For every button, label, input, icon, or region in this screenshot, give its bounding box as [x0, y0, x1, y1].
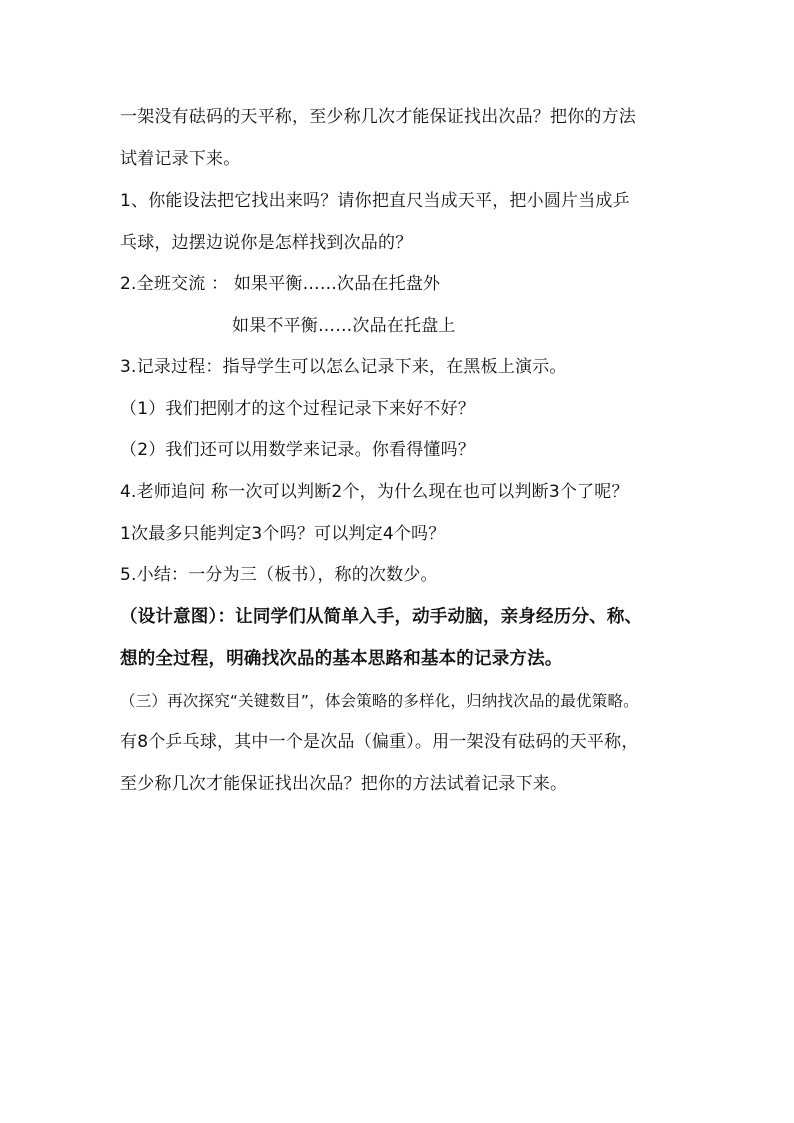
text-line-2: 试着记录下来。	[120, 149, 241, 169]
design-intent-line-2: 想的全过程，明确找次品的基本思路和基本的记录方法。	[120, 649, 563, 669]
text-line-15: （三）再次探究“关键数目”，体会策略的多样化，归纳找次品的最优策略。	[120, 692, 639, 710]
text-line-4: 乓球，边摆边说你是怎样找到次品的？	[120, 233, 413, 253]
text-line-5: 2.全班交流 ： 如果平衡……次品在托盘外	[120, 274, 441, 294]
text-line-17: 至少称几次才能保证找出次品？把你的方法试着记录下来。	[120, 774, 568, 794]
text-line-6: 如果不平衡……次品在托盘上	[232, 316, 456, 336]
text-line-12: 5.小结：一分为三（板书），称的次数少。	[120, 565, 438, 585]
text-line-16: 有8个乒乓球，其中一个是次品（偏重）。用一架没有砝码的天平称，	[120, 732, 639, 752]
design-intent-line-1: （设计意图）：让同学们从简单入手，动手动脑，亲身经历分、称、	[120, 607, 643, 627]
text-line-10: 4.老师追问 称一次可以判断2个，为什么现在也可以判断3个了呢？	[120, 482, 629, 502]
text-line-8: （1）我们把刚才的这个过程记录下来好不好？	[120, 399, 476, 419]
text-line-9: （2）我们还可以用数学来记录。你看得懂吗？	[120, 440, 476, 460]
text-line-7: 3.记录过程：指导学生可以怎么记录下来，在黑板上演示。	[120, 357, 567, 377]
text-line-11: 1次最多只能判定3个吗？可以判定4个吗？	[120, 524, 446, 544]
text-line-3: 1、你能设法把它找出来吗？请你把直尺当成天平，把小圆片当成乒	[120, 191, 630, 211]
text-line-1: 一架没有砝码的天平称，至少称几次才能保证找出次品？把你的方法	[120, 107, 636, 127]
